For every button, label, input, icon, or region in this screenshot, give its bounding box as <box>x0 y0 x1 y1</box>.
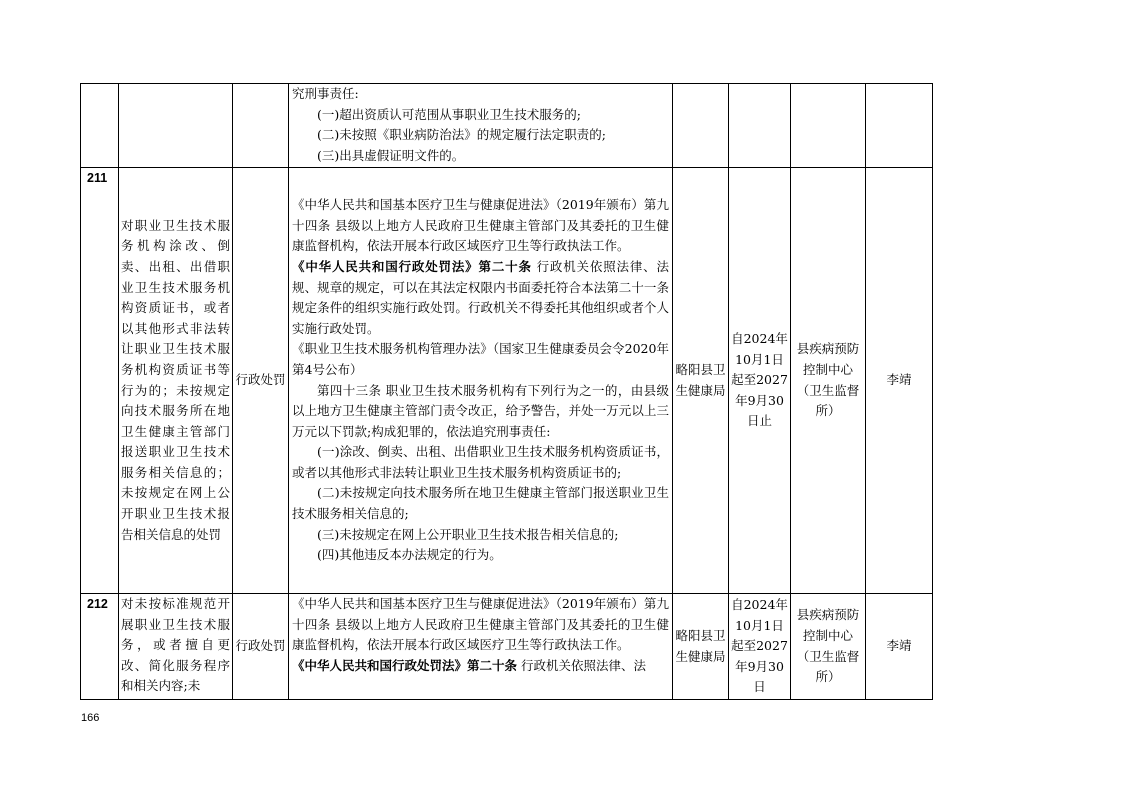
basis-paragraph: (四)其他违反本办法规定的行为。 <box>317 547 502 563</box>
item-implementer: 县疾病预防控制中心（卫生监督所） <box>791 594 866 700</box>
table-row-continued <box>81 84 933 168</box>
item-person: 李靖 <box>866 168 933 594</box>
basis-law-title: 《中华人民共和国行政处罚法》第二十条 <box>292 258 532 274</box>
item-number: 212 <box>81 594 119 700</box>
basis-paragraph <box>292 257 669 339</box>
item-basis <box>289 168 673 594</box>
basis-paragraph: 《中华人民共和国基本医疗卫生与健康促进法》（2019年颁布）第九十四条 县级以上地方人民政府卫生健康主管部门及其委托的卫生健康监督机构，依法开展本行政区域医疗卫生等行政执法工作。 <box>292 197 669 254</box>
basis-paragraph: 《职业卫生技术服务机构管理办法》（国家卫生健康委员会令2020年第4号公布） <box>292 341 669 377</box>
basis-paragraph: 《中华人民共和国基本医疗卫生与健康促进法》（2019年颁布）第九十四条 县级以上地方人民政府卫生健康主管部门及其委托的卫生健康监督机构，依法开展本行政区域医疗卫生等行政执法工作。 <box>292 596 669 653</box>
item-implementer: 县疾病预防控制中心（卫生监督所） <box>791 168 866 594</box>
basis-paragraph: (三)未按规定在网上公开职业卫生技术报告相关信息的; <box>317 526 619 542</box>
item-basis <box>289 594 673 700</box>
cell-implementer <box>791 84 866 168</box>
item-type: 行政处罚 <box>233 168 289 594</box>
item-date: 自2024年10月1日起至2027年9月30日止 <box>729 168 791 594</box>
item-authority: 略阳县卫生健康局 <box>673 168 729 594</box>
basis-paragraph <box>292 656 669 677</box>
item-number: 211 <box>81 168 119 594</box>
basis-line: (三)出具虚假证明文件的。 <box>317 147 465 163</box>
cell-item <box>119 84 233 168</box>
item-name: 对职业卫生技术服务机构涂改、倒卖、出租、出借职业卫生技术服务机构资质证书，或者以其他形式非法转让职业卫生技术服务机构资质证书等行为的；未按规定向技术服务所在地卫生健康主管部门报送职业卫生技术服务相关信息的；未按规定在网上公开职业卫生技术报告相关信息的处罚 <box>119 168 233 594</box>
item-date: 自2024年10月1日起至2027年9月30日 <box>729 594 791 700</box>
cell-number <box>81 84 119 168</box>
table-row-212 <box>81 594 933 700</box>
basis-law-text: 行政机关依照法律、法 <box>517 657 646 673</box>
basis-law-text: 行政机关依照法律、法规、规章的规定，可以在其法定权限内书面委托符合本法第二十一条规定条件的组织实施行政处罚。行政机关不得委托其他组织或者个人实施行政处罚。 <box>292 258 669 336</box>
item-authority: 略阳县卫生健康局 <box>673 594 729 700</box>
page-number: 166 <box>81 712 100 724</box>
basis-line: 究刑事责任: <box>292 86 359 101</box>
item-person: 李靖 <box>866 594 933 700</box>
table-row-211 <box>81 168 933 594</box>
basis-law-title: 《中华人民共和国行政处罚法》第二十条 <box>292 657 518 673</box>
basis-paragraph: (二)未按规定向技术服务所在地卫生健康主管部门报送职业卫生技术服务相关信息的; <box>292 485 669 522</box>
cell-type <box>233 84 289 168</box>
item-type: 行政处罚 <box>233 594 289 700</box>
basis-paragraph: 第四十三条 职业卫生技术服务机构有下列行为之一的，由县级以上地方卫生健康主管部门责令改正，给予警告，并处一万元以上三万元以下罚款;构成犯罪的，依法追究刑事责任: <box>292 382 669 439</box>
basis-paragraph: (一)涂改、倒卖、出租、出借职业卫生技术服务机构资质证书，或者以其他形式非法转让职业卫生技术服务机构资质证书的; <box>292 444 669 480</box>
basis-line: (二)未按照《职业病防治法》的规定履行法定职责的; <box>317 127 606 143</box>
document-table <box>80 83 933 700</box>
cell-person <box>866 84 933 168</box>
cell-date <box>729 84 791 168</box>
item-name: 对未按标准规范开展职业卫生技术服务，或者擅自更改、简化服务程序和相关内容;未 <box>119 594 233 700</box>
cell-basis <box>289 84 673 168</box>
cell-authority <box>673 84 729 168</box>
basis-line: (一)超出资质认可范围从事职业卫生技术服务的; <box>317 106 581 122</box>
